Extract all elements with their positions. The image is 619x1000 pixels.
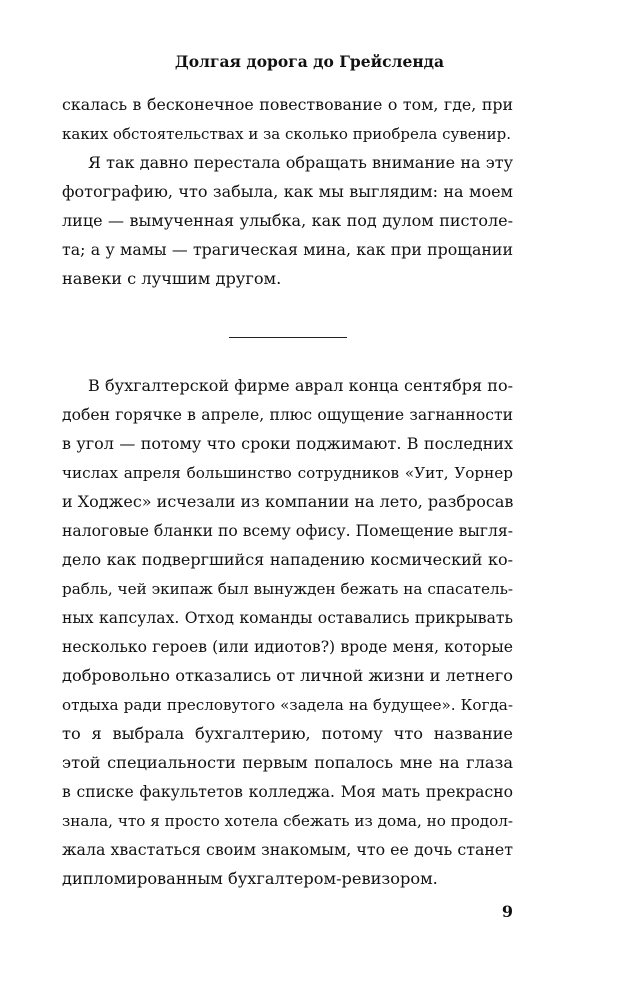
text-line: числах апреля большинство сотрудников «Уит, Уорнер [62,464,513,482]
text-line: знала, что я просто хотела сбежать из дома, но продол- [62,812,513,830]
text-line: добен горячке в апреле, плюс ощущение загнанности [62,406,513,424]
text-line: жала хвастаться своим знакомым, что ее дочь станет [62,840,513,859]
text-line: фотографию, что забыла, как мы выглядим: на моем [62,182,513,201]
page-number: 9 [501,902,513,921]
text-line: навеки с лучшим другом. [62,269,282,288]
text-line: скалась в бесконечное повествование о том, где, при [62,95,513,114]
text-line: добровольно отказались от личной жизни и летнего [62,666,513,685]
text-line: этой специальности первым попалось мне на глаза [62,753,513,772]
text-line: налоговые бланки по всему офису. Помещение выгля- [62,522,513,540]
running-head: Долгая дорога до Грейсленда [174,52,445,71]
text-line: и Ходжес» исчезали из компании на лето, разбросав [62,492,514,511]
text-line: ных капсулах. Отход команды оставались прикрывать [62,609,513,627]
text-line: несколько героев (или идиотов?) вроде меня, которые [62,638,513,656]
text-line: та; а у мамы — трагическая мина, как при прощании [62,240,513,259]
text-line: дипломированным бухгалтером-ревизором. [62,869,438,888]
text-line: в угол — потому что сроки поджимают. В последних [62,434,513,453]
text-line: лице — вымученная улыбка, как под дулом пистоле- [62,211,513,230]
text-line: то я выбрала бухгалтерию, потому что название [62,724,513,743]
text-line: каких обстоятельствах и за сколько приобрела сувенир. [62,125,511,143]
text-line: в списке факультетов колледжа. Моя мать прекрасно [62,783,513,801]
text-line: В бухгалтерской фирме аврал конца сентября по- [88,376,513,395]
section-divider [229,337,347,338]
text-line: Я так давно перестала обращать внимание на эту [88,153,513,172]
text-line: отдыха ради пресловутого «задела на будущее». Когда- [62,696,513,714]
text-line: рабль, чей экипаж был вынужден бежать на спасатель- [62,580,513,598]
text-line: дело как подвергшийся нападению космический ко- [62,550,513,569]
